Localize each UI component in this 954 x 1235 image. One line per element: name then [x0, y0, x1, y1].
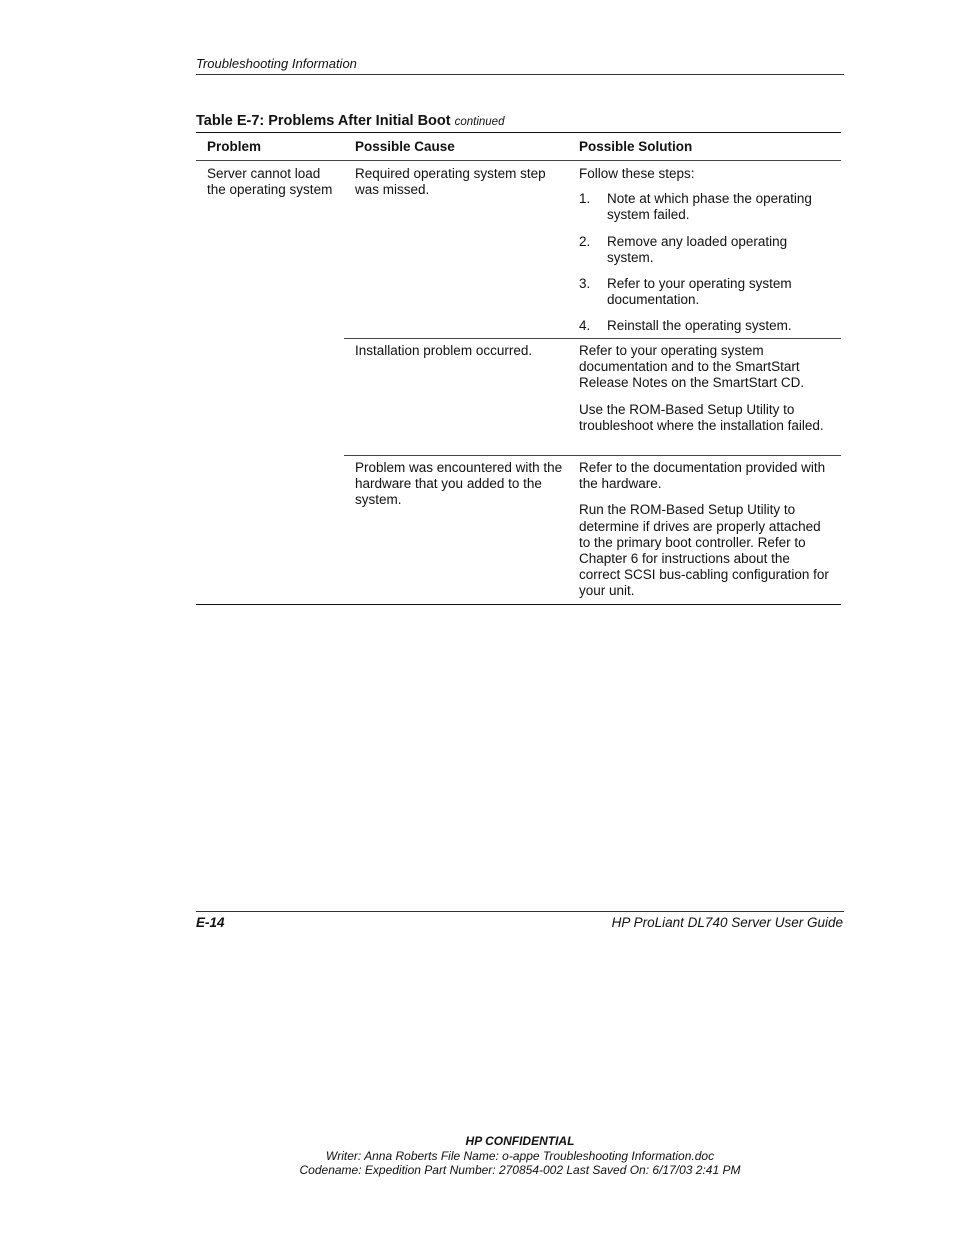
table-caption — [196, 113, 504, 129]
step-text: Refer to your operating system documentation. — [607, 276, 792, 308]
cause-cell-1: Required operating system step was missed. — [355, 166, 546, 198]
table-caption-title: Table E-7: Problems After Initial Boot — [196, 113, 451, 129]
cause-cell-3: Problem was encountered with the hardware that you added to the system. — [355, 460, 563, 508]
solution-cell-2 — [579, 343, 834, 444]
table-header-rule — [196, 160, 841, 161]
solution-paragraph: Use the ROM-Based Setup Utility to troubleshoot where the installation failed. — [579, 401, 824, 433]
solution-paragraph: Refer to your operating system documentation and to the SmartStart Release Notes on the SmartStart CD. — [579, 343, 805, 391]
row-divider — [344, 338, 841, 339]
solution-paragraph: Refer to the documentation provided with the hardware. — [579, 460, 826, 492]
column-header-problem: Problem — [207, 139, 262, 154]
problem-cell: Server cannot load the operating system — [207, 166, 333, 198]
guide-title: HP ProLiant DL740 Server User Guide — [611, 915, 843, 930]
confidential-label: HP CONFIDENTIAL — [465, 1134, 575, 1148]
page-number: E-14 — [196, 915, 225, 930]
cause-cell-2: Installation problem occurred. — [355, 343, 533, 358]
solution-intro: Follow these steps: — [579, 166, 695, 181]
solution-steps — [579, 191, 834, 334]
running-header: Troubleshooting Information — [196, 56, 844, 75]
confidential-line-2: Codename: Expedition Part Number: 270854-002 Last Saved On: 6/17/03 2:41 PM — [299, 1163, 741, 1177]
solution-cell-1 — [579, 166, 834, 345]
list-item — [579, 318, 834, 334]
step-text: Note at which phase the operating system failed. — [607, 191, 812, 223]
table-caption-continued: continued — [454, 116, 505, 128]
table-bottom-rule — [196, 604, 841, 605]
step-number: 1. — [579, 191, 591, 207]
column-header-solution: Possible Solution — [579, 139, 693, 154]
list-item — [579, 191, 834, 223]
step-number: 4. — [579, 318, 591, 334]
list-item — [579, 234, 834, 266]
solution-paragraph: Run the ROM-Based Setup Utility to determine if drives are properly attached to the primary boot controller. Refer to Chapter 6 for instructions about the correct SCSI bus-cabling configuration for your unit. — [579, 502, 829, 599]
row-divider — [344, 455, 841, 456]
step-number: 2. — [579, 233, 591, 249]
list-item — [579, 276, 834, 308]
footer-rule — [196, 911, 844, 912]
step-number: 3. — [579, 276, 591, 292]
column-header-cause: Possible Cause — [355, 139, 455, 154]
step-text: Reinstall the operating system. — [607, 318, 792, 334]
step-text: Remove any loaded operating system. — [607, 233, 788, 265]
solution-cell-3 — [579, 460, 834, 610]
table-top-rule — [196, 132, 841, 133]
confidential-line-1: Writer: Anna Roberts File Name: o-appe Troubleshooting Information.doc — [325, 1149, 715, 1163]
